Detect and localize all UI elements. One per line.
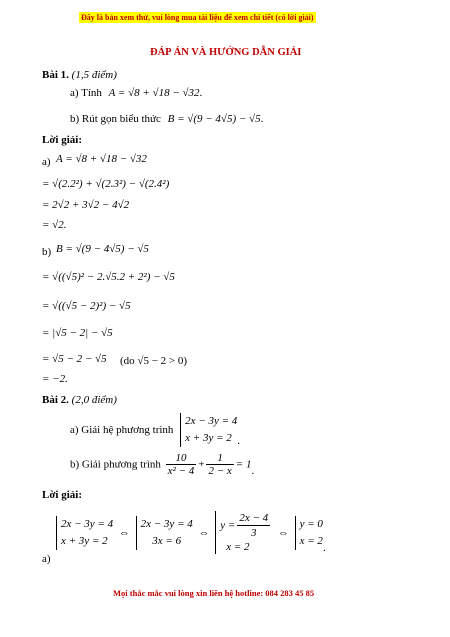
solution-2a-system-1-eq-1: 2x − 3y = 4 <box>61 517 114 530</box>
solution-2a-label: a) <box>42 553 51 565</box>
problem-2b-fraction-1 <box>166 452 197 477</box>
equivalence-arrow: ⇔ <box>118 526 130 539</box>
equivalence-arrow: ⇔ <box>277 526 289 539</box>
footer-hotline: Mọi thắc mắc vui lòng xin liên hệ hotline: 084 283 45 85 <box>113 588 315 598</box>
solution-2a-system-2-eq-2: 3x = 6 <box>152 534 182 547</box>
solution-1b-label: b) <box>42 246 52 258</box>
problem-1a-expr: A = √8 + √18 − √32 <box>108 87 200 99</box>
solution-1-label: Lời giải: <box>42 134 83 146</box>
problem-1b: b) Rút gọn biểu thức B = √(9 − 4√5) − √5. <box>70 113 264 125</box>
solution-2a-system-3 <box>215 511 272 554</box>
problem-2b-fraction-1-den: x² − 4 <box>167 465 195 477</box>
problem-2b-rhs: = 1 <box>235 458 252 471</box>
problem-2b-fraction-2 <box>206 452 233 477</box>
problem-2-points: (2,0 điểm) <box>71 394 117 406</box>
solution-1b-note: (do √5 − 2 > 0) <box>120 355 188 367</box>
solution-2a-system-1 <box>56 516 113 550</box>
preview-banner: Đây là bản xem thử, vui lòng mua tài liệu để xem chi tiết (có lời giải) <box>81 13 314 22</box>
problem-1-heading <box>42 69 117 81</box>
solution-1b-line-1: B = √(9 − 4√5) − √5 <box>56 243 149 255</box>
problem-1b-expr: B = √(9 − 4√5) − √5 <box>167 113 261 125</box>
problem-2a-eq-2: x + 3y = 2 <box>185 432 232 444</box>
solution-2a-system-4 <box>295 516 323 550</box>
problem-2a-system <box>180 413 237 447</box>
problem-2b: b) Giải phương trình $\frac{10}{\text{x² − 4}}$ + $\frac{1}{2 - x}$ = 1. <box>70 452 255 477</box>
solution-1a-line-2: = √(2.2²) + √(2.3²) − √(2.4²) <box>42 178 170 190</box>
problem-2b-text: b) Giải phương trình <box>70 458 161 471</box>
problem-1a-prefix: a) <box>70 87 79 99</box>
solution-2a-chain: 2x − 3y = 4 x + 3y = 2 ⇔ 2x − 3y = 4 3x = 6 ⇔ y = $\frac{2x - 4}{3}$ x = 2 ⇔ y = 0 x = 2 . <box>56 511 326 554</box>
solution-2a-system-2 <box>136 516 193 550</box>
solution-1a-line-3: = 2√2 + 3√2 − 4√2 <box>42 199 130 211</box>
solution-2-label: Lời giải: <box>42 489 83 501</box>
problem-2b-fraction-1-num: 10 <box>166 452 197 465</box>
solution-1b-line-4: = |√5 − 2| − √5 <box>42 327 113 339</box>
problem-2a: a) Giải hệ phương trình 2x − 3y = 4 x + 3y = 2 . <box>70 415 241 447</box>
solution-1b-line-6: = −2. <box>42 373 68 385</box>
solution-2a-system-1-eq-2: x + 3y = 2 <box>61 534 108 547</box>
problem-2a-text: a) Giải hệ phương trình <box>70 424 174 436</box>
solution-2a-system-4-eq-1: y = 0 <box>299 517 323 530</box>
page-title: ĐÁP ÁN VÀ HƯỚNG DẪN GIẢI <box>150 47 302 58</box>
problem-1b-prefix: b) Rút gọn biểu thức <box>70 113 161 125</box>
solution-2a-system-3-eq-1: y = $\frac{2x - 4}{3}$ <box>220 512 269 539</box>
problem-2b-plus: + <box>198 458 205 471</box>
solution-2a-system-2-eq-1: 2x − 3y = 4 <box>140 517 193 530</box>
solution-1a-line-4: = √2. <box>42 219 67 231</box>
problem-2-heading <box>42 394 117 406</box>
solution-1b-line-5: = √5 − 2 − √5 <box>42 353 107 365</box>
solution-1a-line-1: A = √8 + √18 − √32 <box>56 153 147 165</box>
solution-1b-line-2: = √((√5)² − 2.√5.2 + 2²) − √5 <box>42 271 175 283</box>
problem-2a-eq-1: 2x − 3y = 4 <box>185 415 238 427</box>
problem-1-points: (1,5 điểm) <box>71 69 117 81</box>
solution-1b-line-3: = √((√5 − 2)²) − √5 <box>42 300 131 312</box>
problem-2b-fraction-2-den: 2 − x <box>208 465 232 477</box>
solution-1a-label: a) <box>42 156 51 168</box>
solution-2a-system-4-eq-2: x = 2 <box>299 534 323 547</box>
problem-1a: a) Tính A = √8 + √18 − √32. <box>70 87 203 99</box>
problem-1a-text: Tính <box>81 87 102 99</box>
problem-2b-fraction-2-num: 1 <box>206 452 233 465</box>
problem-1-label: Bài 1. <box>42 69 69 81</box>
solution-2a-system-3-eq-2: x = 2 <box>226 541 250 553</box>
problem-2-label: Bài 2. <box>42 394 69 406</box>
equivalence-arrow: ⇔ <box>198 526 210 539</box>
